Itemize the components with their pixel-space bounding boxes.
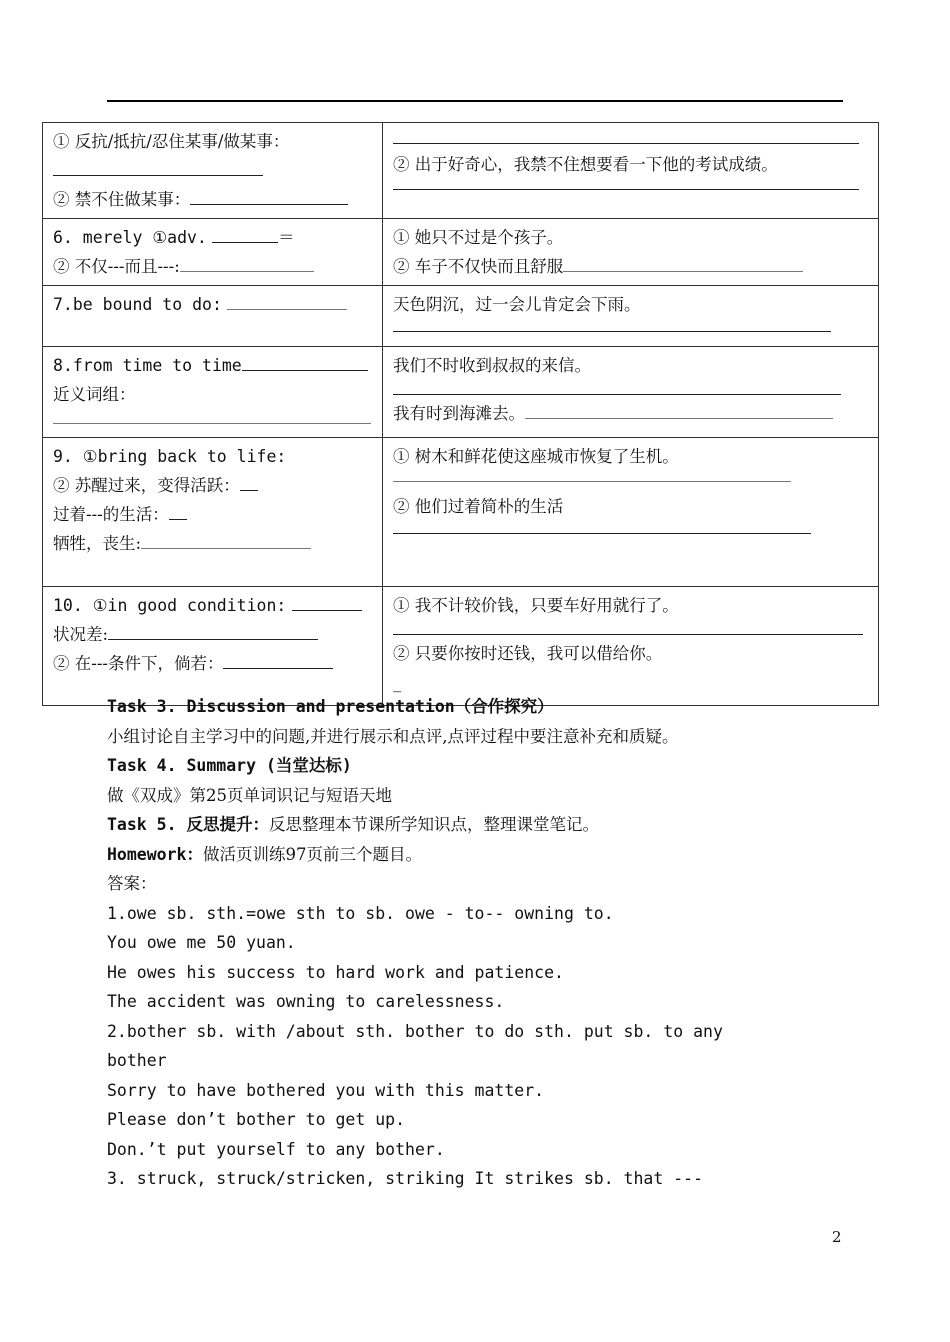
answer-line-text: He owes his success to hard work and patience. [107,962,564,982]
answer-line[interactable] [393,319,831,332]
table-cell-right [383,286,879,347]
equals-sign: ＝ [278,228,295,247]
table-cell-left [43,438,383,587]
table-cell-left [43,347,383,438]
table-row [43,219,879,286]
answer-blank[interactable] [240,474,258,491]
sentence-beach: 我有时到海滩去。 [393,404,525,423]
sentence-child: ① 她只不过是个孩子。 [393,228,564,247]
trailing-underscore: _ [393,673,402,692]
sentence-letters: 我们不时收到叔叔的来信。 [393,356,591,375]
answer-blank[interactable] [242,354,368,371]
task3-text: 小组讨论自主学习中的问题,并进行展示和点评,点评过程中要注意补充和质疑。 [107,726,679,746]
homework-title: Homework： [107,844,203,864]
answer-blank[interactable] [53,159,263,176]
table-row [43,438,879,587]
phrase-come-to-life: ② 苏醒过来，变得活跃： [53,476,240,495]
table-row [43,286,879,347]
table-cell-left [43,286,383,347]
task5-title: Task 5. 反思提升： [107,815,269,834]
phrase-be-bound-to: 7.be bound to do: [53,295,222,314]
answer-line[interactable] [393,127,859,144]
answer-blank[interactable] [212,226,278,243]
homework-text: 做活页训练97页前三个题目。 [202,844,422,864]
answer-blank[interactable] [227,293,347,310]
sentence-rain: 天色阴沉，过一会儿肯定会下雨。 [393,295,641,314]
table-cell-left [43,123,383,219]
sentence-curiosity: ② 出于好奇心，我禁不住想要看一下他的考试成绩。 [393,155,778,174]
table-cell-left [43,219,383,286]
answer-line[interactable] [393,380,841,395]
sentence-lend-money: ② 只要你按时还钱，我可以借给你。 [393,644,663,663]
answer-blank[interactable] [223,652,333,669]
phrase-lose-life: 牺牲，丧生: [53,534,142,553]
sentence-price: ① 我不计较价钱，只要车好用就行了。 [393,596,679,615]
table-cell-right [383,587,879,706]
answer-line[interactable] [393,620,863,635]
phrase-in-good-condition: 10. ①in good condition: [53,596,287,615]
answer-blank[interactable] [525,402,833,419]
synonym-label: 近义词组： [53,385,136,404]
phrase-not-only: ② 不仅---而且---: [53,257,180,276]
answer-blank[interactable] [190,188,348,205]
table-cell-right [383,123,879,219]
sentence-simple-life: ② 他们过着简朴的生活 [393,497,564,516]
task-section [107,692,847,1194]
answer-line-text: Don.’t put yourself to any bother. [107,1139,445,1159]
answer-blank[interactable] [180,255,314,272]
task3-title: Task 3. Discussion and presentation（合作探究） [107,697,554,716]
answer-line-text: The accident was owning to carelessness. [107,992,505,1011]
header-rule [107,100,843,102]
answer-line[interactable] [393,179,859,190]
table-cell-right [383,438,879,587]
table-cell-left [43,587,383,706]
task5-text: 反思整理本节课所学知识点，整理课堂笔记。 [268,815,599,834]
answer-line[interactable] [53,409,371,424]
table-cell-right [383,347,879,438]
sentence-city-revived: ① 树木和鲜花使这座城市恢复了生机。 [393,447,679,466]
phrase-resist: ① 反抗/抵抗/忍住某事/做某事： [53,132,290,151]
answer-line-text: Sorry to have bothered you with this matter. [107,1080,545,1100]
answer-blank[interactable] [563,255,803,272]
phrase-poor-condition: 状况差: [53,625,109,644]
table-cell-right [383,219,879,286]
task4-title: Task 4. Summary (当堂达标) [107,756,352,775]
answer-blank[interactable] [169,503,187,520]
vocabulary-table [42,122,879,706]
phrase-merely: 6. merely ①adv. [53,228,207,247]
answer-line[interactable] [393,521,811,534]
page-number: 2 [832,1228,842,1246]
table-row [43,347,879,438]
phrase-bring-back-to-life: 9. ①bring back to life: [53,447,287,466]
answer-line-text: 1.owe sb. sth.=owe sth to sb. owe - to-- owning to. [107,903,614,923]
phrase-on-condition: ② 在---条件下，倘若： [53,654,224,673]
answers-label: 答案： [107,874,157,893]
table-row [43,587,879,706]
answer-blank[interactable] [292,594,362,611]
phrase-from-time-to-time: 8.from time to time [53,356,242,375]
answer-blank[interactable] [141,532,311,549]
sentence-car: ② 车子不仅快而且舒服 [393,257,564,276]
answer-line-text: 2.bother sb. with /about sth. bother to do sth. put sb. to any [107,1021,723,1041]
answer-line-text: 3. struck, struck/stricken, striking It strikes sb. that --- [107,1169,704,1188]
answer-line[interactable] [393,471,791,482]
answer-line-text: bother [107,1051,167,1070]
phrase-cannot-help: ② 禁不住做某事： [53,190,191,209]
answer-line-text: You owe me 50 yuan. [107,933,296,952]
table-row [43,123,879,219]
task4-text: 做《双成》第25页单词识记与短语天地 [107,785,392,805]
answer-blank[interactable] [108,623,318,640]
answer-line-text: Please don’t bother to get up. [107,1110,406,1129]
phrase-live-a-life: 过着---的生活： [53,505,169,524]
